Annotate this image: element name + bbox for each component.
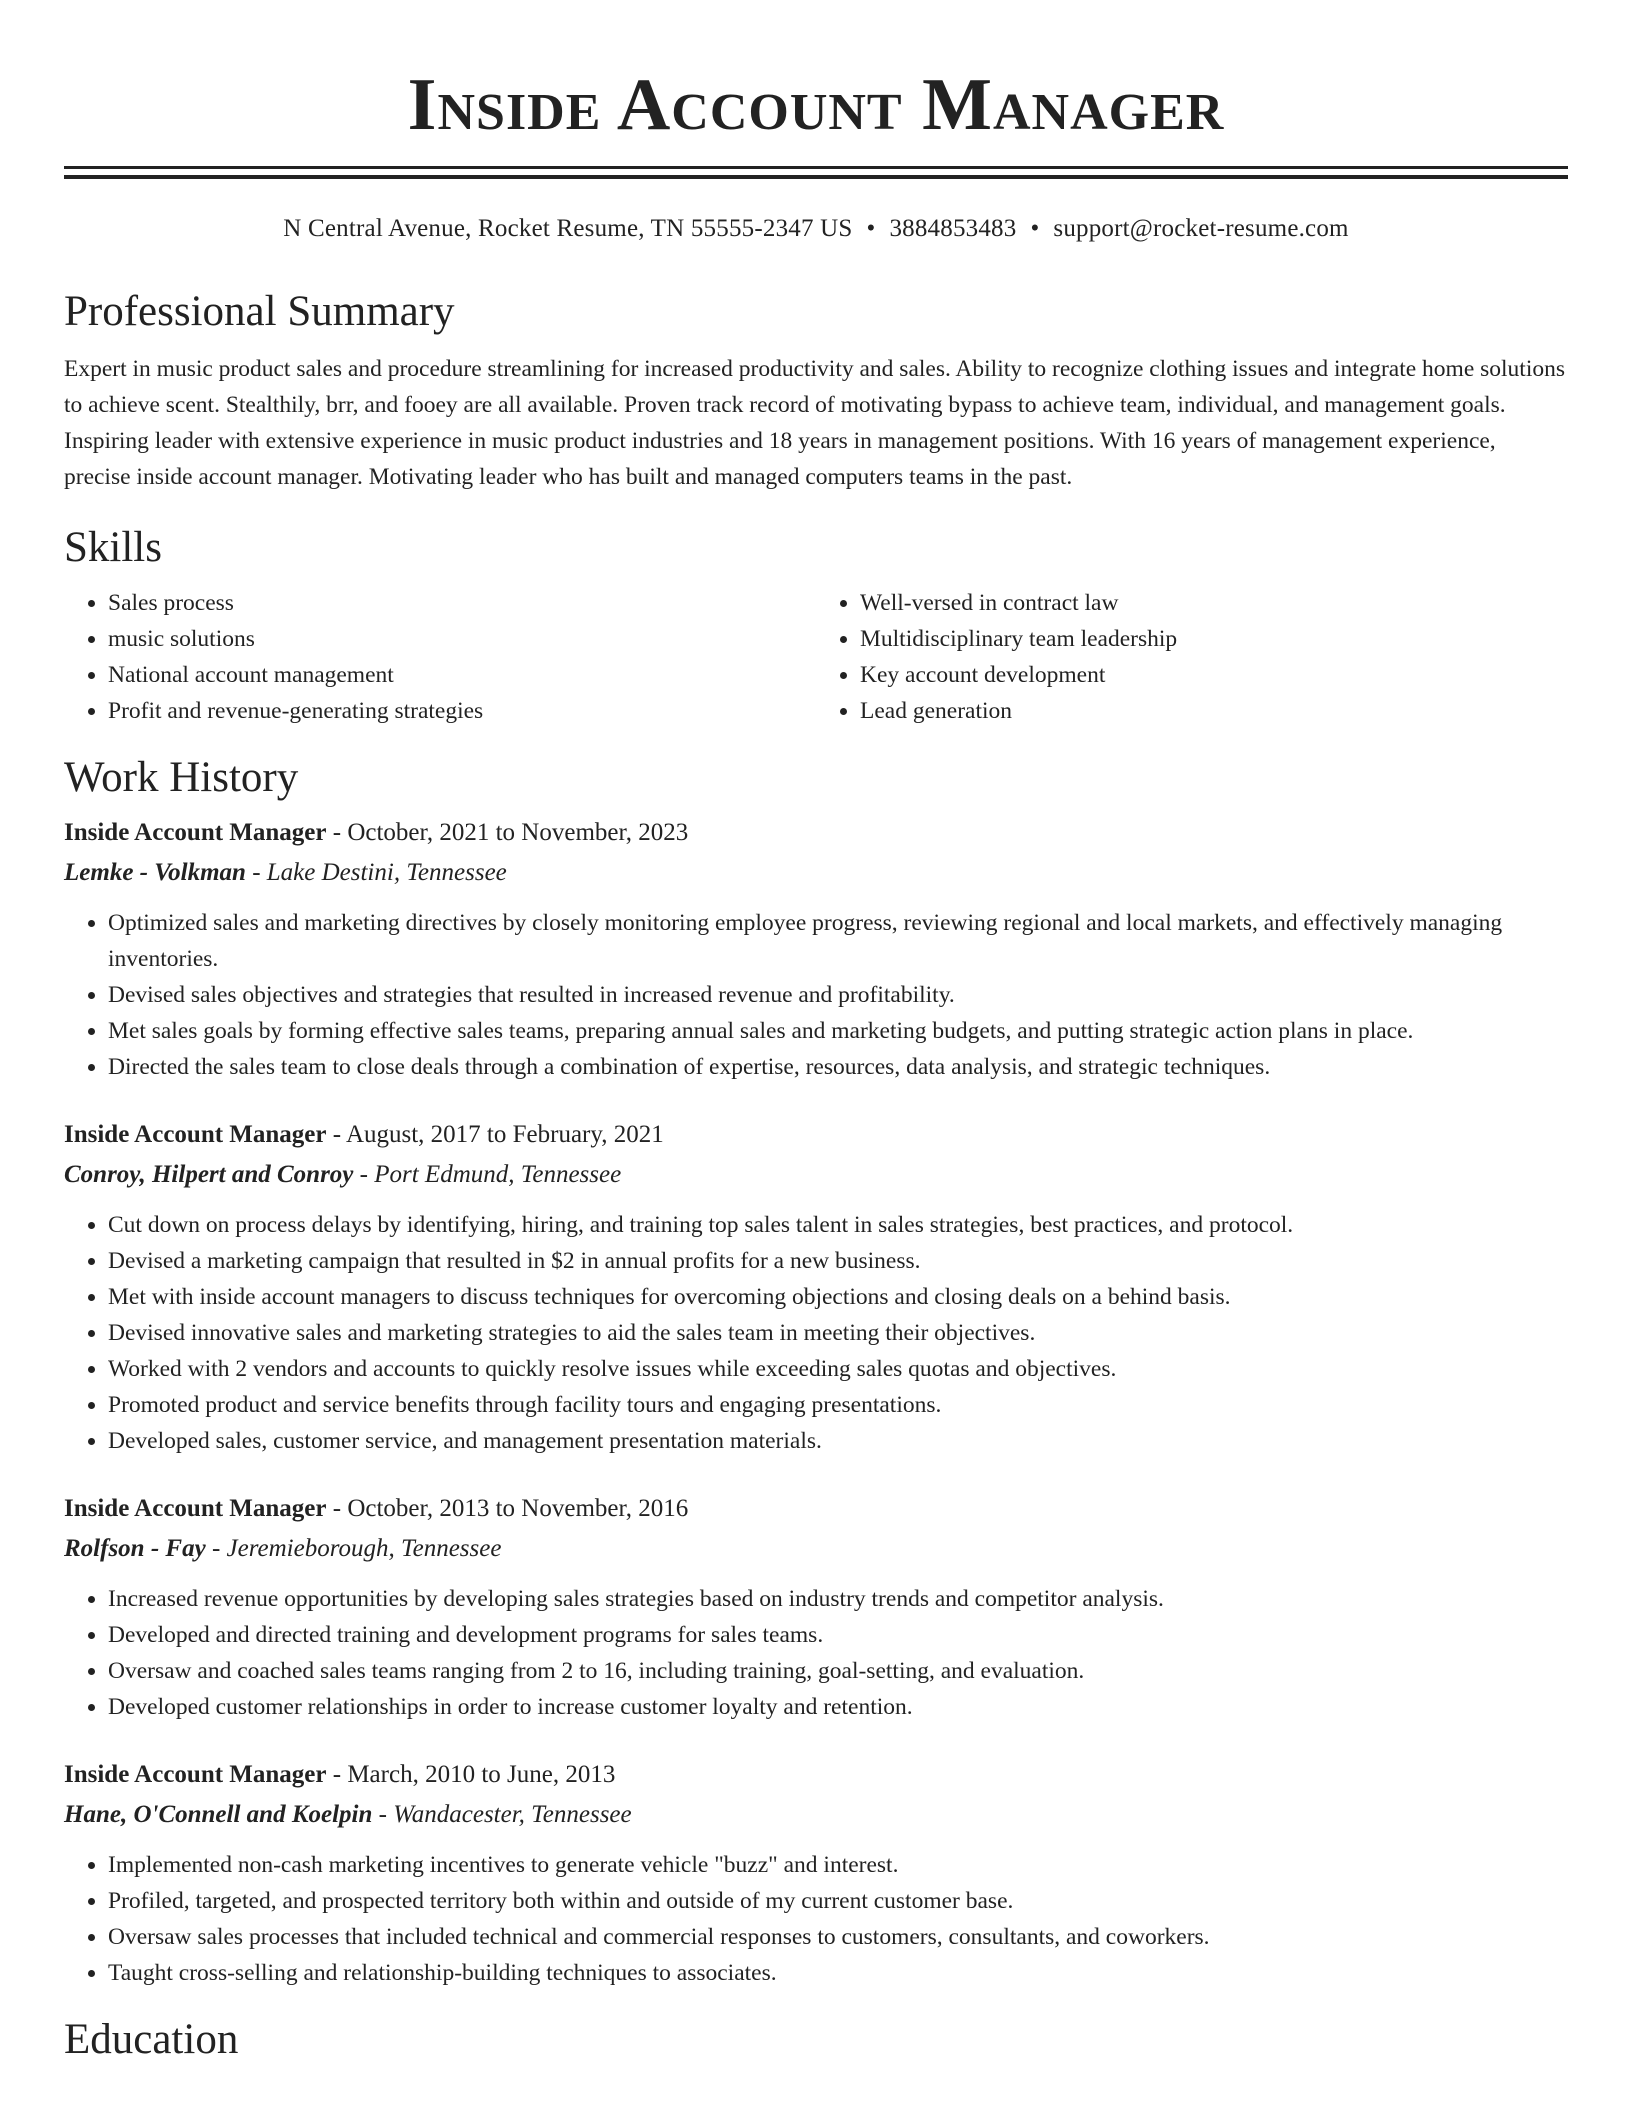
contact-address: N Central Avenue, Rocket Resume, TN 55555-2347 US <box>283 215 853 242</box>
job-location: - Lake Destini, Tennessee <box>245 859 507 886</box>
job-location: - Wandacester, Tennessee <box>372 1801 632 1828</box>
skill-item: • Lead generation <box>860 693 1568 729</box>
job-bullet: • Met sales goals by forming effective sales teams, preparing annual sales and marketing budgets, and putting strategic action plans in place. <box>108 1013 1568 1049</box>
job-title: Inside Account Manager <box>64 1495 327 1522</box>
skills-columns <box>64 585 1568 729</box>
job-bullet: • Taught cross-selling and relationship-building techniques to associates. <box>108 1955 1568 1991</box>
work-history-section <box>64 751 1568 1991</box>
job-bullet: • Met with inside account managers to discuss techniques for overcoming objections and closing deals on a behind basis. <box>108 1279 1568 1315</box>
job-dates: - March, 2010 to June, 2013 <box>326 1761 616 1788</box>
job-dates: - October, 2021 to November, 2023 <box>326 819 689 846</box>
job-title-line <box>64 813 1568 853</box>
resume-title: Inside Account Manager <box>407 64 1225 146</box>
job-company: Conroy, Hilpert and Conroy <box>64 1161 354 1188</box>
education-heading: Education <box>64 2016 239 2063</box>
job-title: Inside Account Manager <box>64 1761 327 1788</box>
job-bullet: • Implemented non-cash marketing incentives to generate vehicle "buzz" and interest. <box>108 1847 1568 1883</box>
skill-item: • Well-versed in contract law <box>860 585 1568 621</box>
job-bullet: • Developed customer relationships in order to increase customer loyalty and retention. <box>108 1689 1568 1725</box>
title-divider-bottom <box>64 175 1568 179</box>
job-bullet: • Oversaw and coached sales teams ranging from 2 to 16, including training, goal-setting, and evaluation. <box>108 1653 1568 1689</box>
job-bullet: • Devised a marketing campaign that resulted in $2 in annual profits for a new business. <box>108 1243 1568 1279</box>
job-title: Inside Account Manager <box>64 819 327 846</box>
job-dates: - October, 2013 to November, 2016 <box>326 1495 689 1522</box>
job-company: Hane, O'Connell and Koelpin <box>64 1801 373 1828</box>
job-bullets <box>64 1207 1568 1459</box>
job-bullet: • Increased revenue opportunities by developing sales strategies based on industry trends and competitor analysis. <box>108 1581 1568 1617</box>
job-company-line <box>64 853 1568 893</box>
skill-item: • music solutions <box>108 621 816 657</box>
work-history-heading: Work History <box>64 754 299 801</box>
job-entry <box>64 1115 1568 1459</box>
job-location: - Jeremieborough, Tennessee <box>205 1535 502 1562</box>
job-title: Inside Account Manager <box>64 1121 327 1148</box>
job-bullets <box>64 1847 1568 1991</box>
summary-heading: Professional Summary <box>64 288 455 335</box>
skills-heading: Skills <box>64 524 162 571</box>
job-title-line <box>64 1755 1568 1795</box>
skills-right-list <box>816 585 1568 729</box>
skill-item: • Profit and revenue-generating strategies <box>108 693 816 729</box>
contact-separator: • <box>866 215 876 242</box>
skill-item: • National account management <box>108 657 816 693</box>
summary-text: Expert in music product sales and procedure streamlining for increased productivity and sales. Ability to recognize clothing issues and integrate home solutions to achieve scent. Stealthily, brr, and fooey are all available. Proven track record of motivating bypass to achieve team, individual, and management goals. Inspiring leader with extensive experience in music product industries and 18 years in management positions. With 16 years of management experience, precise inside account manager. Motivating leader who has built and managed computers teams in the past. <box>64 356 1566 490</box>
skills-left-list <box>64 585 816 729</box>
job-company: Lemke - Volkman <box>64 859 246 886</box>
job-title-line <box>64 1115 1568 1155</box>
contact-phone: 3884853483 <box>889 215 1017 242</box>
contact-email: support@rocket-resume.com <box>1053 215 1349 242</box>
job-company-line <box>64 1155 1568 1195</box>
job-bullet: • Optimized sales and marketing directives by closely monitoring employee progress, reviewing regional and local markets, and effectively managing inventories. <box>108 905 1568 977</box>
job-bullet: • Developed sales, customer service, and management presentation materials. <box>108 1423 1568 1459</box>
job-bullet: • Directed the sales team to close deals through a combination of expertise, resources, data analysis, and strategic techniques. <box>108 1049 1568 1085</box>
education-section <box>64 2013 1568 2067</box>
job-bullets <box>64 905 1568 1085</box>
job-bullet: • Profiled, targeted, and prospected territory both within and outside of my current customer base. <box>108 1883 1568 1919</box>
job-entry <box>64 1489 1568 1725</box>
job-bullet: • Devised sales objectives and strategies that resulted in increased revenue and profitability. <box>108 977 1568 1013</box>
skill-item: • Sales process <box>108 585 816 621</box>
job-company: Rolfson - Fay <box>64 1535 206 1562</box>
job-title-line <box>64 1489 1568 1529</box>
job-bullet: • Devised innovative sales and marketing strategies to aid the sales team in meeting their objectives. <box>108 1315 1568 1351</box>
job-company-line <box>64 1795 1568 1835</box>
job-bullet: • Oversaw sales processes that included technical and commercial responses to customers, consultants, and coworkers. <box>108 1919 1568 1955</box>
contact-line <box>64 213 1568 245</box>
summary-section <box>64 285 1568 495</box>
job-bullet: • Cut down on process delays by identifying, hiring, and training top sales talent in sales strategies, best practices, and protocol. <box>108 1207 1568 1243</box>
job-entry <box>64 1755 1568 1991</box>
job-bullet: • Worked with 2 vendors and accounts to quickly resolve issues while exceeding sales quotas and objectives. <box>108 1351 1568 1387</box>
skills-section <box>64 521 1568 729</box>
title-divider-top <box>64 166 1568 169</box>
job-location: - Port Edmund, Tennessee <box>353 1161 622 1188</box>
job-entry <box>64 813 1568 1085</box>
job-bullets <box>64 1581 1568 1725</box>
job-dates: - August, 2017 to February, 2021 <box>326 1121 664 1148</box>
job-bullet: • Promoted product and service benefits through facility tours and engaging presentations. <box>108 1387 1568 1423</box>
contact-separator: • <box>1030 215 1040 242</box>
job-company-line <box>64 1529 1568 1569</box>
job-bullet: • Developed and directed training and development programs for sales teams. <box>108 1617 1568 1653</box>
skill-item: • Key account development <box>860 657 1568 693</box>
skill-item: • Multidisciplinary team leadership <box>860 621 1568 657</box>
